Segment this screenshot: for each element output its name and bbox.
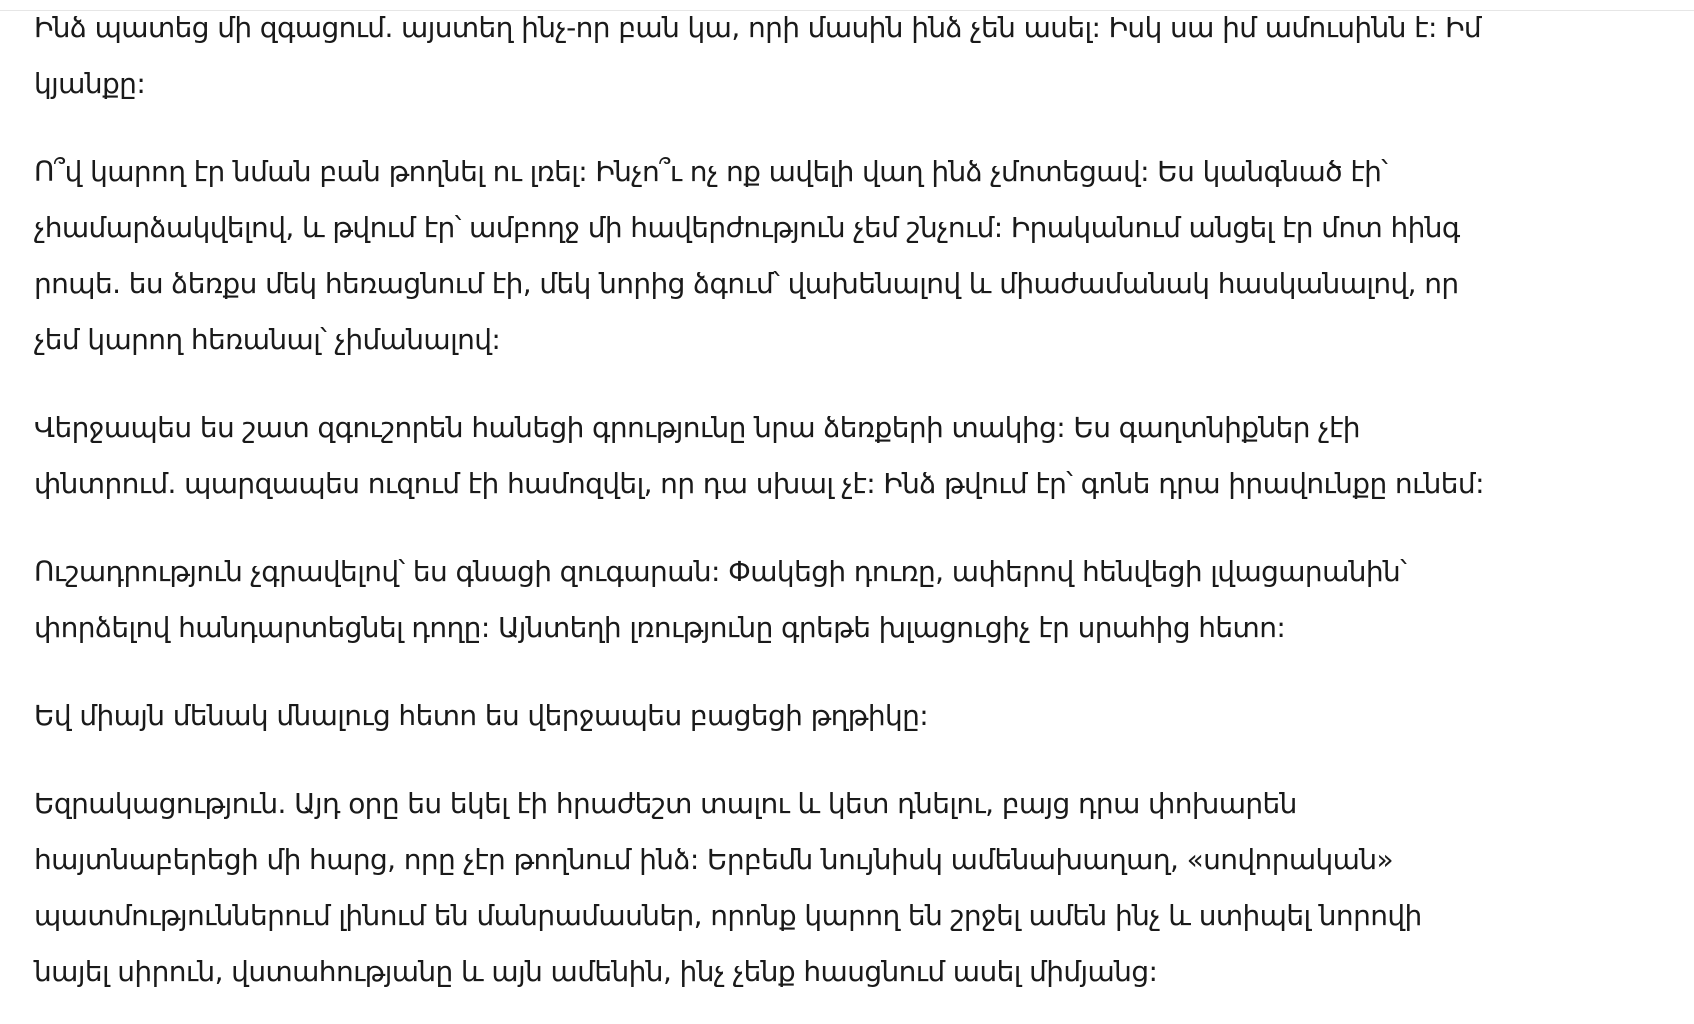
article-body bbox=[34, 0, 1594, 1024]
text-line: փնտրում. պարզապես ուզում էի համոզվել, որ դա սխալ չէ: Ինձ թվում էր՝ գոնե դրա իրավունքը ունեմ: bbox=[34, 467, 1484, 500]
text-line: հայտնաբերեցի մի հարց, որը չէր թողնում ինձ: Երբեմն նույնիսկ ամենախաղաղ, «սովորական» bbox=[34, 843, 1394, 876]
text-line: պատմություններում լինում են մանրամասներ, որոնք կարող են շրջել ամեն ինչ և ստիպել նորովի bbox=[34, 899, 1422, 932]
text-line: Ո՞վ կարող էր նման բան թողնել ու լռել: Ինչո՞ւ ոչ ոք ավելի վաղ ինձ չմոտեցավ: Ես կանգնած էի՝ bbox=[34, 155, 1388, 188]
text-line: րոպե. ես ձեռքս մեկ հեռացնում էի, մեկ նորից ձգում՝ վախենալով և միաժամանակ հասկանալով, որ bbox=[34, 267, 1459, 300]
text-line: չեմ կարող հեռանալ՝ չիմանալով: bbox=[34, 323, 501, 356]
paragraph-5 bbox=[34, 688, 1594, 744]
text-line: Ինձ պատեց մի զգացում. այստեղ ինչ-որ բան կա, որի մասին ինձ չեն ասել: Իսկ սա իմ ամուսինն է: Իմ bbox=[34, 11, 1481, 44]
text-line: Եվ միայն մենակ մնալուց հետո ես վերջապես բացեցի թղթիկը: bbox=[34, 699, 929, 732]
paragraph-2 bbox=[34, 144, 1594, 368]
text-line: կյանքը: bbox=[34, 67, 146, 100]
text-line: նայել սիրուն, վստահությանը և այն ամենին, ինչ չենք հասցնում ասել միմյանց: bbox=[34, 955, 1158, 988]
paragraph-6 bbox=[34, 776, 1594, 1000]
paragraph-3 bbox=[34, 400, 1594, 512]
paragraph-1 bbox=[34, 0, 1594, 112]
text-line: Եզրակացություն. Այդ օրը ես եկել էի հրաժեշտ տալու և կետ դնելու, բայց դրա փոխարեն bbox=[34, 787, 1297, 820]
text-line: Ուշադրություն չգրավելով՝ ես գնացի զուգարան: Փակեցի դուռը, ափերով հենվեցի լվացարանին՝ bbox=[34, 555, 1407, 588]
paragraph-4 bbox=[34, 544, 1594, 656]
text-line: փորձելով հանդարտեցնել դողը: Այնտեղի լռությունը գրեթե խլացուցիչ էր սրահից հետո: bbox=[34, 611, 1286, 644]
text-line: չհամարձակվելով, և թվում էր՝ ամբողջ մի հավերժություն չեմ շնչում: Իրականում անցել էր մոտ հինգ bbox=[34, 211, 1460, 244]
text-line: Վերջապես ես շատ զգուշորեն հանեցի գրությունը նրա ձեռքերի տակից: Ես գաղտնիքներ չէի bbox=[34, 411, 1360, 444]
